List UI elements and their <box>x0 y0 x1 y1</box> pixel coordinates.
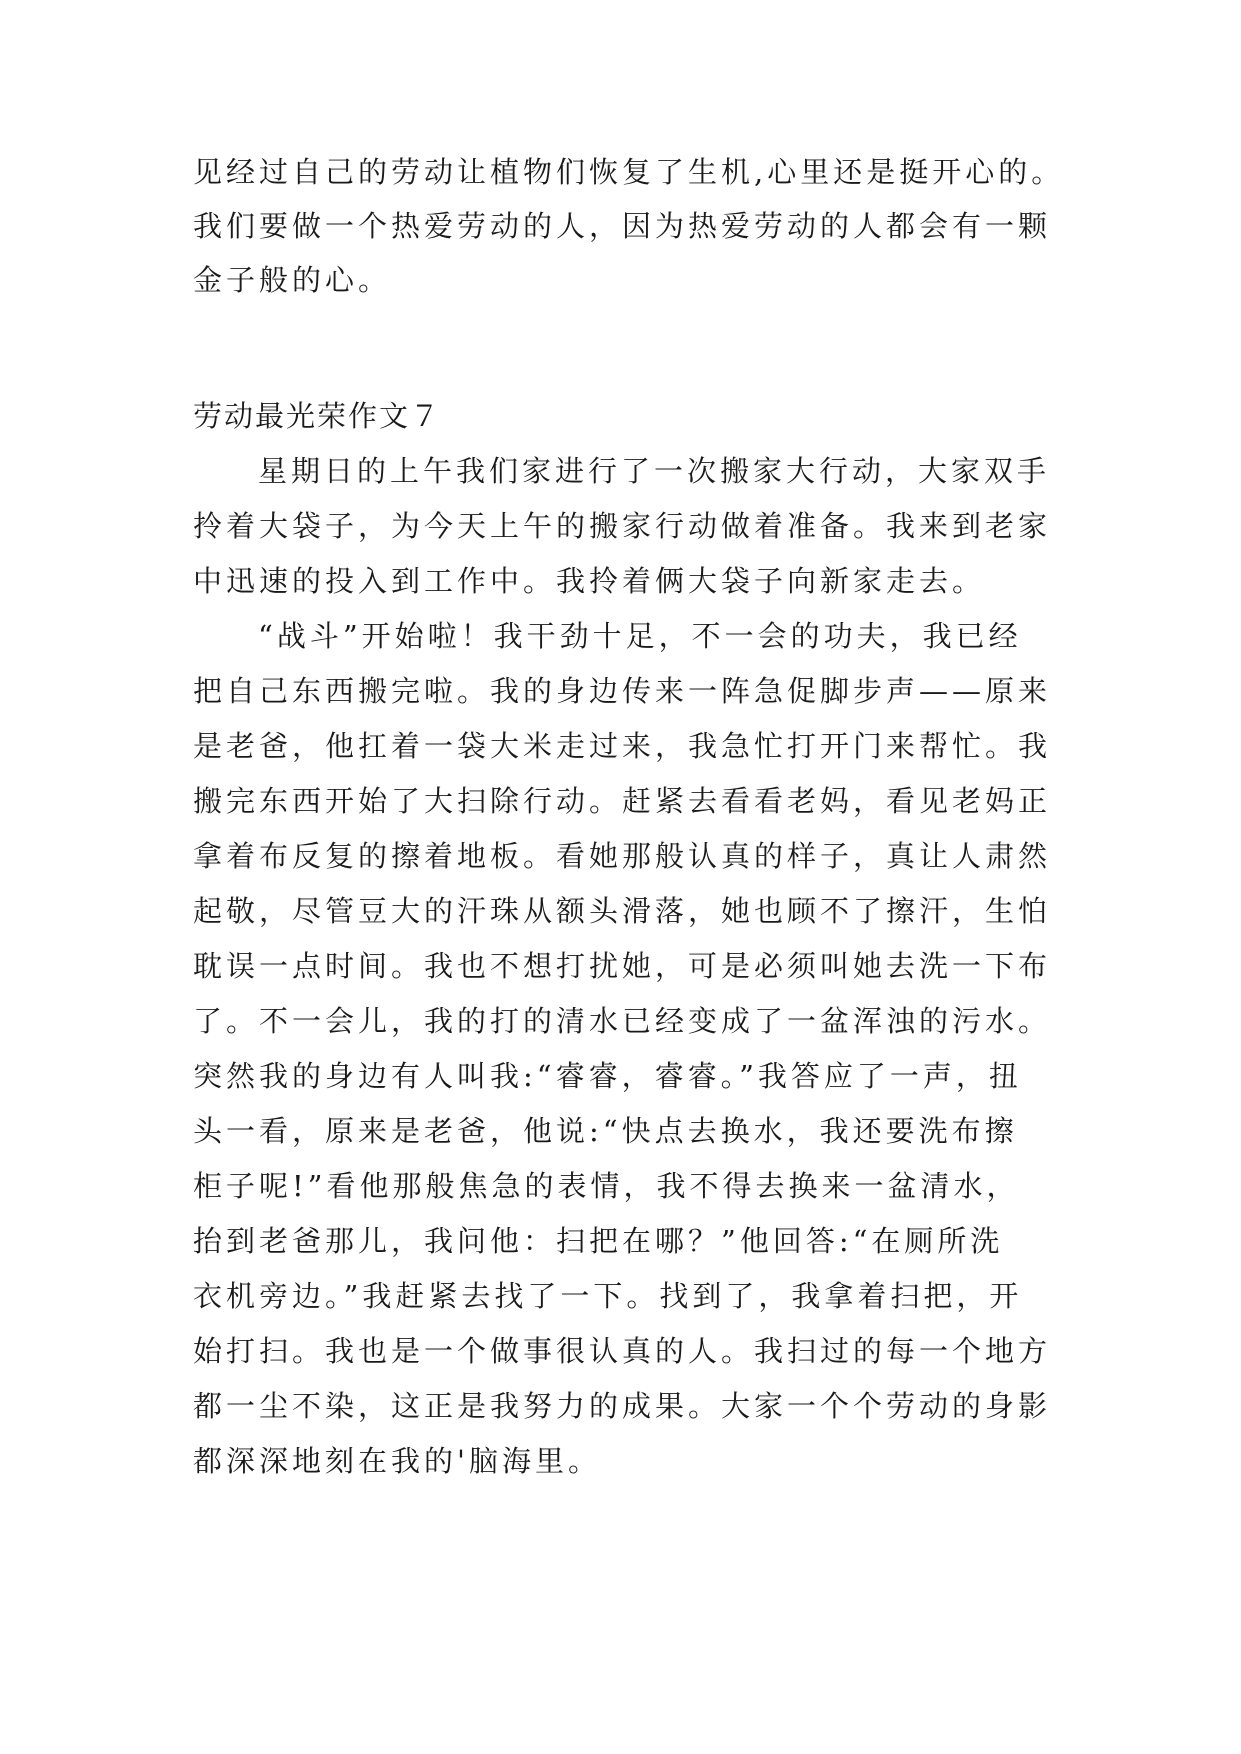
paragraph-line: 耽误一点时间。我也不想打扰她，可是必须叫她去洗一下布 <box>193 949 1052 983</box>
paragraph-line: 了。不一会儿，我的打的清水已经变成了一盆浑浊的污水。 <box>193 1004 1052 1038</box>
intro-line: 我们要做一个热爱劳动的人，因为热爱劳动的人都会有一颗 <box>193 209 1052 243</box>
paragraph-line: 衣机旁边。”我赶紧去找了一下。找到了，我拿着扫把，开 <box>193 1279 1023 1313</box>
paragraph-line: 头一看，原来是老爸，他说:“快点去换水，我还要洗布擦 <box>193 1114 1018 1148</box>
paragraph-line: 柜子呢!”看他那般焦急的表情，我不得去换来一盆清水， <box>193 1169 1020 1203</box>
paragraph-line: 都深深地刻在我的'脑海里。 <box>193 1444 601 1478</box>
paragraph-line: 抬到老爸那儿，我问他：扫把在哪？”他回答:“在厕所洗 <box>193 1224 1004 1258</box>
paragraph-line: 是老爸，他扛着一袋大米走过来，我急忙打开门来帮忙。我 <box>193 729 1052 763</box>
paragraph-line: 突然我的身边有人叫我:“睿睿，睿睿。”我答应了一声，扭 <box>193 1059 1022 1093</box>
paragraph-line: 把自己东西搬完啦。我的身边传来一阵急促脚步声——原来 <box>193 674 1052 708</box>
paragraph-line: 搬完东西开始了大扫除行动。赶紧去看看老妈，看见老妈正 <box>193 784 1052 818</box>
intro-line: 金子般的心。 <box>193 263 392 297</box>
paragraph-line: 起敬，尽管豆大的汗珠从额头滑落，她也顾不了擦汗，生怕 <box>193 894 1052 928</box>
paragraph-line: 中迅速的投入到工作中。我拎着俩大袋子向新家走去。 <box>193 564 986 598</box>
section-title: 劳动最光荣作文７ <box>193 399 442 433</box>
paragraph-line: 拎着大袋子，为今天上午的搬家行动做着准备。我来到老家 <box>193 509 1052 543</box>
paragraph-line: “战斗”开始啦！我干劲十足，不一会的功夫，我已经 <box>258 619 1022 653</box>
paragraph-line: 始打扫。我也是一个做事很认真的人。我扫过的每一个地方 <box>193 1334 1052 1368</box>
paragraph-line: 都一尘不染，这正是我努力的成果。大家一个个劳动的身影 <box>193 1389 1052 1423</box>
paragraph-line: 拿着布反复的擦着地板。看她那般认真的样子，真让人肃然 <box>193 839 1052 873</box>
intro-line: 见经过自己的劳动让植物们恢复了生机,心里还是挺开心的。 <box>193 155 1065 189</box>
paragraph-line: 星期日的上午我们家进行了一次搬家大行动，大家双手 <box>258 454 1051 488</box>
